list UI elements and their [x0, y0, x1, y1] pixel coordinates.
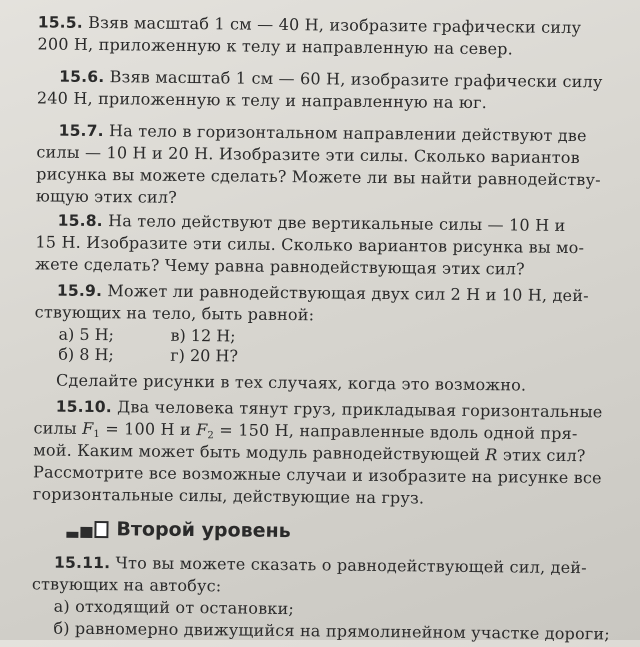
problem-text: Может ли равнодействующая двух сил 2 Н и 10 Н, дей- — [107, 281, 589, 306]
problem-15-9-note — [56, 371, 526, 396]
problem-text: Взяв масштаб 1 см — 40 Н, изобразите графически силу — [88, 12, 582, 38]
text-segment: = 100 Н и — [99, 419, 197, 440]
problem-text: Что вы можете сказать о равнодействующей сил, дей- — [115, 553, 587, 578]
problem-15-8-line-1 — [58, 211, 566, 236]
problem-text: ствующих на автобус: — [31, 574, 222, 596]
text-segment: = 150 Н, направленные вдоль одной пря- — [213, 420, 578, 444]
problem-number: 15.6. — [59, 67, 105, 87]
options-row-2 — [58, 345, 238, 367]
problem-15-6-line-1 — [59, 67, 603, 93]
option-g: г) 20 Н? — [170, 345, 239, 366]
text-segment: силы — [33, 418, 83, 438]
problem-text: горизонтальные силы, действующие на груз. — [32, 484, 425, 508]
problem-15-7-line-4 — [36, 186, 177, 207]
problem-item: а) отходящий от остановки; — [53, 596, 295, 619]
subscript: 2 — [207, 430, 215, 442]
problem-15-9-line-2 — [35, 302, 315, 325]
force-symbol: F — [196, 420, 208, 440]
problem-number: 15.11. — [54, 553, 111, 573]
problem-15-8-line-3 — [35, 254, 525, 279]
resultant-symbol: R — [485, 445, 498, 465]
problem-15-5-line-2 — [37, 34, 513, 59]
problem-15-10-line-5 — [33, 484, 425, 508]
option-v: в) 12 Н; — [170, 325, 236, 346]
problem-15-11-item-b — [53, 619, 610, 645]
problem-text: рисунка вы можете сделать? Можете ли вы найти равнодейству- — [36, 164, 601, 190]
option-b: б) 8 Н; — [58, 344, 114, 365]
problem-number: 15.5. — [37, 13, 83, 32]
level-steps-icon — [66, 520, 108, 537]
problem-15-11-line-1 — [54, 553, 587, 579]
text-segment: этих сил? — [497, 445, 586, 466]
problem-item: б) равномерно движущийся на прямолинейном участке дороги; — [53, 618, 611, 644]
options-row-1 — [58, 325, 235, 347]
problem-text: ствующих на тело, быть равной: — [34, 302, 315, 325]
problem-text: Рассмотрите все возможные случаи и изобразите на рисунке все — [32, 462, 602, 488]
problem-text: Взяв масштаб 1 см — 60 Н, изобразите графически силу — [109, 67, 603, 92]
problem-15-9-line-1 — [57, 281, 589, 307]
problem-15-5-line-1 — [38, 12, 582, 38]
problem-text: ющую этих сил? — [35, 186, 178, 207]
problem-number: 15.8. — [57, 211, 103, 231]
subscript: 1 — [93, 429, 100, 441]
problem-text: 200 Н, приложенную к телу и направленную на север. — [37, 34, 514, 59]
text-segment: мой. Каким может быть модуль равнодействующей — [33, 440, 486, 465]
section-title: Второй уровень — [116, 518, 291, 543]
problem-text: жете сделать? Чему равна равнодействующая этих сил? — [35, 254, 525, 279]
problem-text: На тело в горизонтальном направлении действуют две — [108, 121, 587, 146]
problem-15-7-line-2 — [36, 142, 580, 168]
problem-number: 15.7. — [58, 121, 104, 141]
force-symbol: F — [82, 418, 94, 439]
problem-text: 15 Н. Изобразите эти силы. Сколько вариантов рисунка вы мо- — [35, 232, 585, 258]
problem-text: силы — 10 Н и 20 Н. Изобразите эти силы. Сколько вариантов — [36, 142, 580, 168]
problem-15-7-line-1 — [59, 121, 587, 147]
problem-number: 15.9. — [56, 281, 103, 301]
option-a: а) 5 Н; — [58, 324, 115, 345]
problem-note: Сделайте рисунки в тех случаях, когда это возможно. — [55, 370, 527, 395]
problem-15-6-line-2 — [37, 88, 487, 113]
problem-15-11-item-a — [54, 597, 295, 620]
section-heading — [66, 518, 290, 542]
problem-number: 15.10. — [55, 397, 112, 417]
problem-text: 240 Н, приложенную к телу и направленную на юг. — [36, 88, 488, 113]
problem-text: На тело действуют две вертикальные силы — 10 Н и — [108, 211, 566, 235]
problem-15-11-line-2 — [32, 574, 222, 596]
problem-text: Два человека тянут груз, прикладывая горизонтальные — [117, 397, 603, 422]
